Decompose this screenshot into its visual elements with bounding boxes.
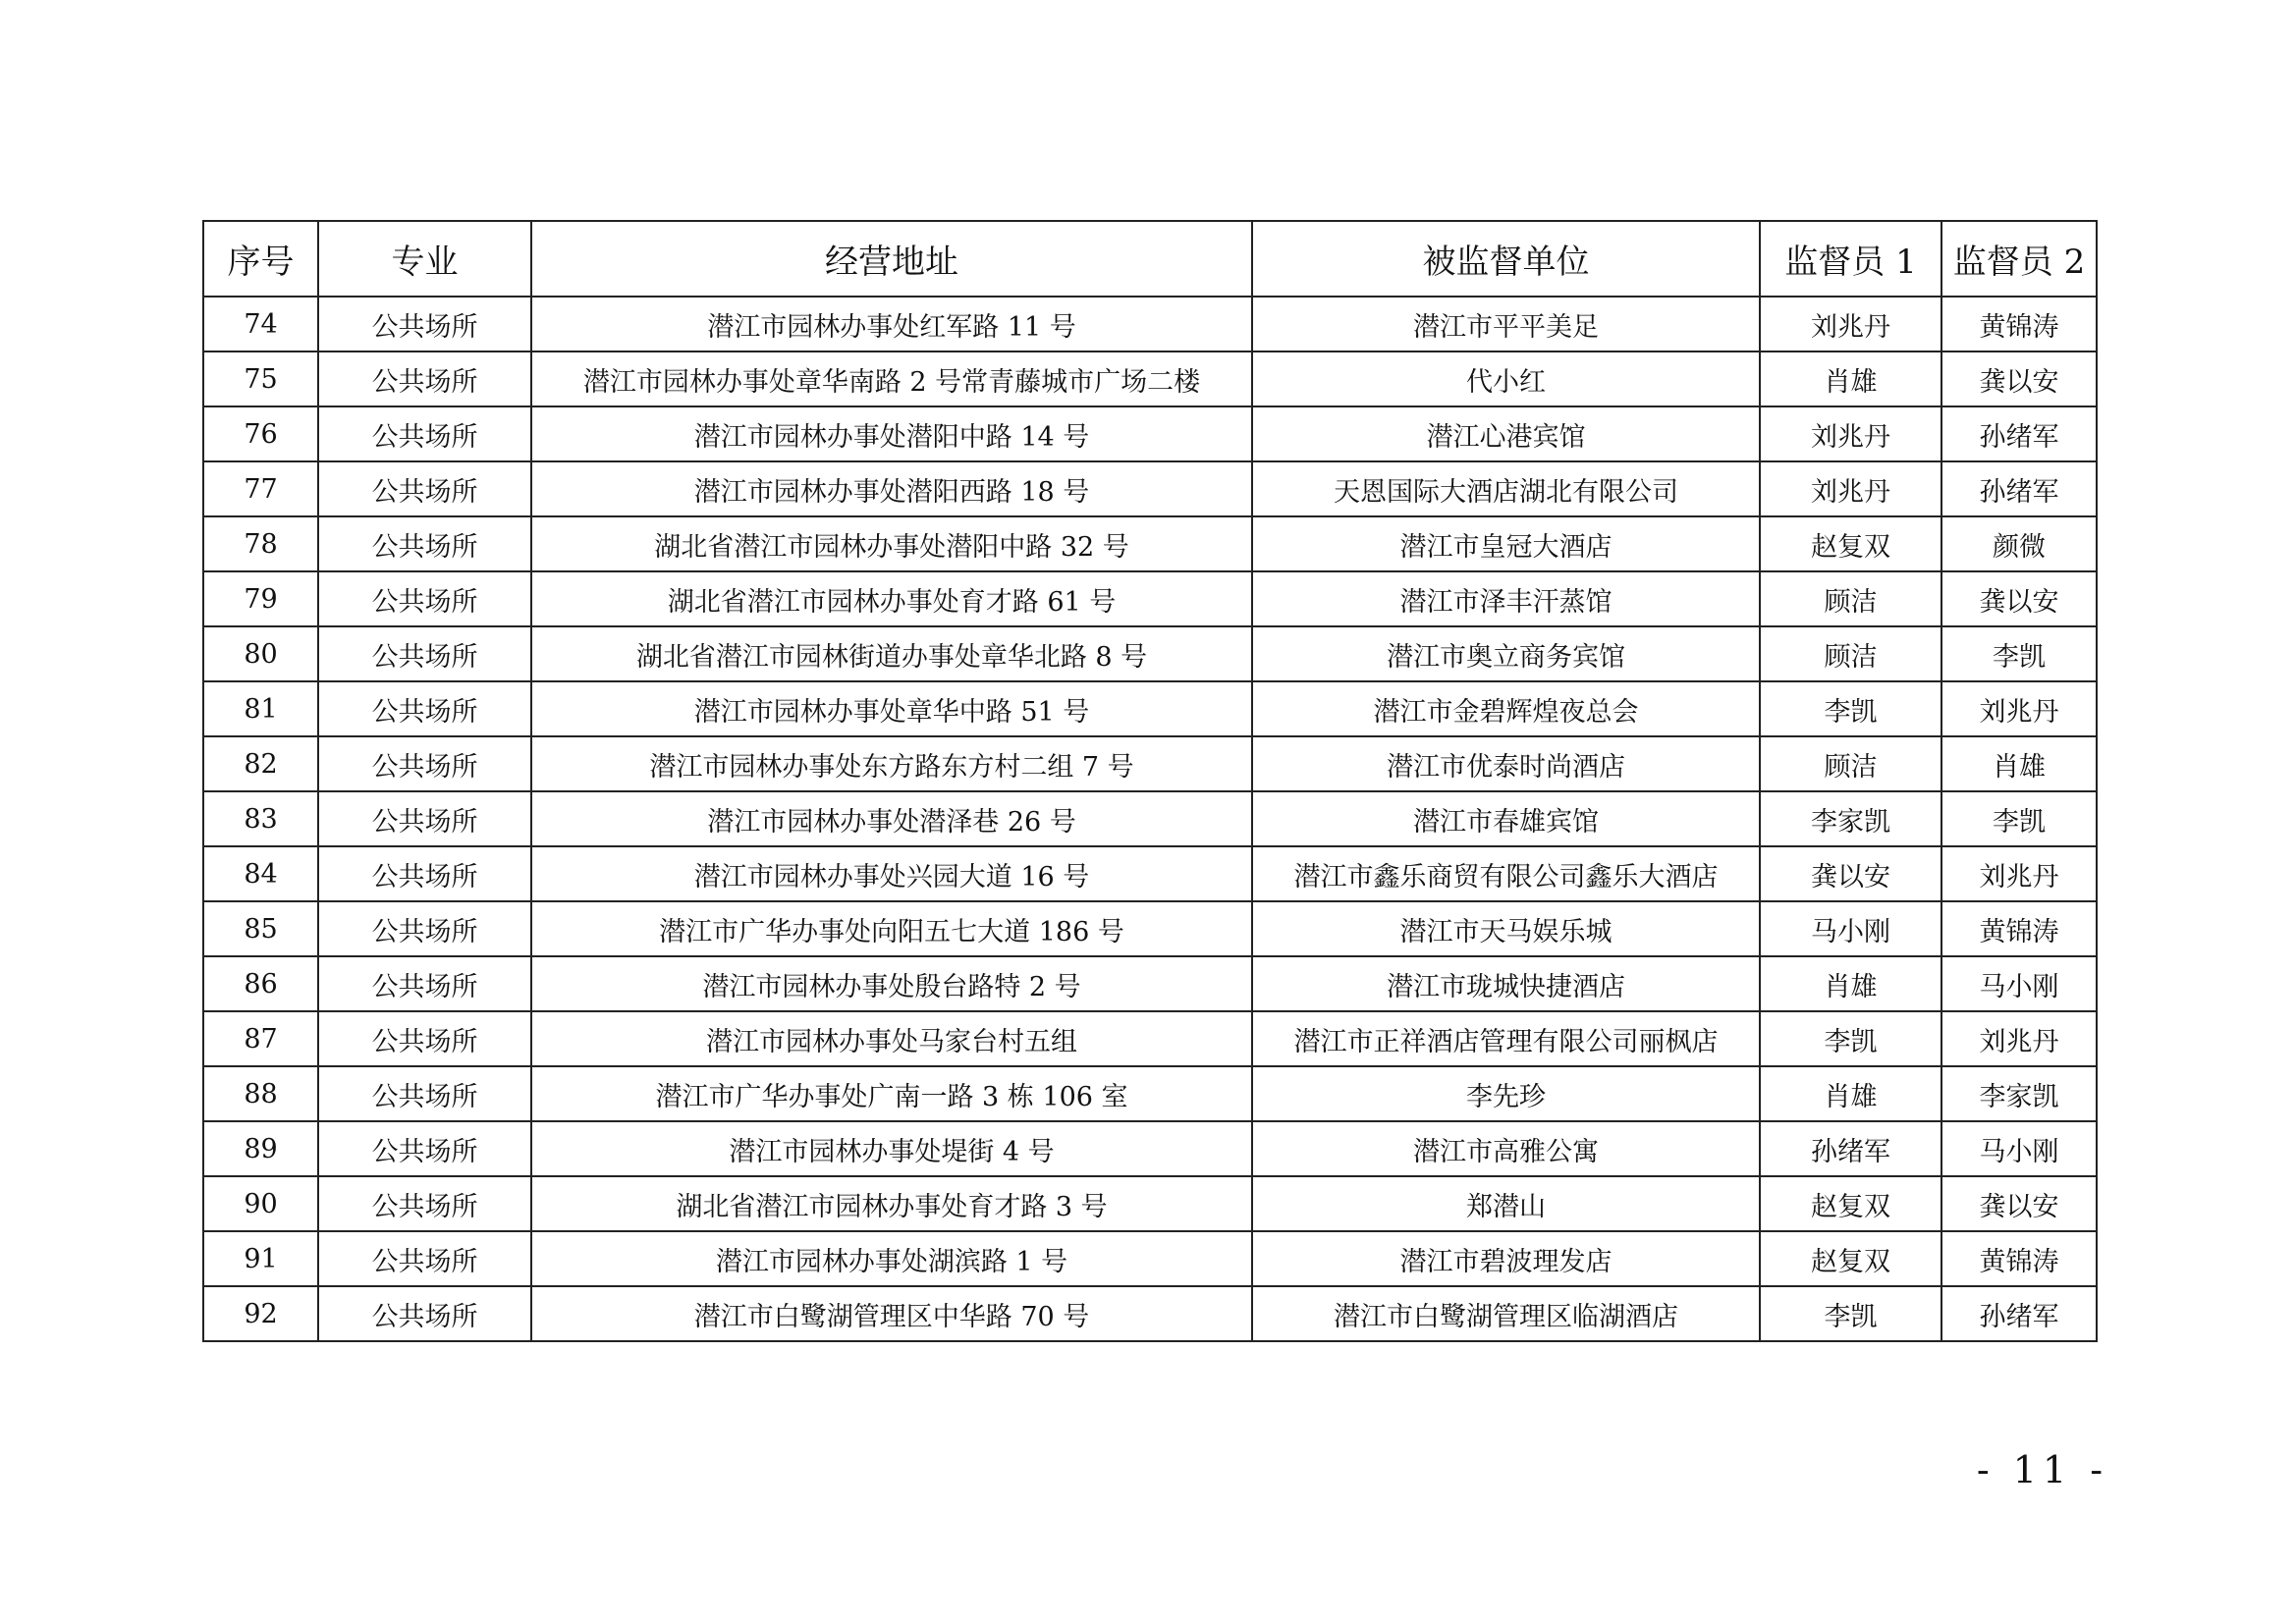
cell-supervised-unit: 潜江市泽丰汗蒸馆 bbox=[1252, 571, 1760, 626]
cell-serial-number: 77 bbox=[203, 461, 318, 516]
cell-supervised-unit: 潜江市春雄宾馆 bbox=[1252, 791, 1760, 846]
cell-supervised-unit: 潜江市白鹭湖管理区临湖酒店 bbox=[1252, 1286, 1760, 1341]
cell-category: 公共场所 bbox=[318, 352, 531, 406]
cell-supervisor-1: 肖雄 bbox=[1760, 956, 1941, 1011]
table-row bbox=[203, 681, 2097, 736]
cell-supervisor-1: 孙绪军 bbox=[1760, 1121, 1941, 1176]
header-business-address: 经营地址 bbox=[531, 221, 1252, 297]
cell-supervisor-1: 李凯 bbox=[1760, 1011, 1941, 1066]
cell-supervised-unit: 潜江市珑城快捷酒店 bbox=[1252, 956, 1760, 1011]
cell-business-address: 潜江市园林办事处章华南路 2 号常青藤城市广场二楼 bbox=[531, 352, 1252, 406]
cell-supervisor-2: 孙绪军 bbox=[1941, 461, 2097, 516]
cell-supervised-unit: 代小红 bbox=[1252, 352, 1760, 406]
table-row bbox=[203, 1231, 2097, 1286]
cell-business-address: 湖北省潜江市园林办事处育才路 61 号 bbox=[531, 571, 1252, 626]
cell-business-address: 潜江市园林办事处潜阳西路 18 号 bbox=[531, 461, 1252, 516]
cell-supervised-unit: 潜江市高雅公寓 bbox=[1252, 1121, 1760, 1176]
cell-category: 公共场所 bbox=[318, 956, 531, 1011]
cell-supervisor-1: 李家凯 bbox=[1760, 791, 1941, 846]
cell-business-address: 潜江市园林办事处兴园大道 16 号 bbox=[531, 846, 1252, 901]
table-row bbox=[203, 626, 2097, 681]
cell-supervised-unit: 潜江市天马娱乐城 bbox=[1252, 901, 1760, 956]
cell-serial-number: 79 bbox=[203, 571, 318, 626]
cell-supervisor-2: 黄锦涛 bbox=[1941, 1231, 2097, 1286]
cell-business-address: 湖北省潜江市园林街道办事处章华北路 8 号 bbox=[531, 626, 1252, 681]
cell-category: 公共场所 bbox=[318, 1066, 531, 1121]
table-row bbox=[203, 901, 2097, 956]
cell-serial-number: 75 bbox=[203, 352, 318, 406]
cell-supervisor-1: 顾洁 bbox=[1760, 571, 1941, 626]
cell-category: 公共场所 bbox=[318, 1121, 531, 1176]
table-row bbox=[203, 461, 2097, 516]
cell-supervisor-2: 黄锦涛 bbox=[1941, 297, 2097, 352]
cell-supervised-unit: 潜江市鑫乐商贸有限公司鑫乐大酒店 bbox=[1252, 846, 1760, 901]
cell-supervised-unit: 天恩国际大酒店湖北有限公司 bbox=[1252, 461, 1760, 516]
cell-category: 公共场所 bbox=[318, 1176, 531, 1231]
cell-supervised-unit: 潜江市碧波理发店 bbox=[1252, 1231, 1760, 1286]
cell-serial-number: 91 bbox=[203, 1231, 318, 1286]
cell-supervisor-1: 龚以安 bbox=[1760, 846, 1941, 901]
table-row bbox=[203, 352, 2097, 406]
header-serial-number: 序号 bbox=[203, 221, 318, 297]
cell-supervised-unit: 潜江市金碧辉煌夜总会 bbox=[1252, 681, 1760, 736]
cell-serial-number: 88 bbox=[203, 1066, 318, 1121]
table-row bbox=[203, 846, 2097, 901]
cell-supervisor-1: 肖雄 bbox=[1760, 1066, 1941, 1121]
table-row bbox=[203, 791, 2097, 846]
cell-supervisor-2: 龚以安 bbox=[1941, 352, 2097, 406]
header-category: 专业 bbox=[318, 221, 531, 297]
table-row bbox=[203, 297, 2097, 352]
cell-category: 公共场所 bbox=[318, 791, 531, 846]
cell-supervisor-2: 肖雄 bbox=[1941, 736, 2097, 791]
cell-category: 公共场所 bbox=[318, 516, 531, 571]
cell-serial-number: 87 bbox=[203, 1011, 318, 1066]
cell-supervisor-2: 黄锦涛 bbox=[1941, 901, 2097, 956]
cell-supervisor-2: 马小刚 bbox=[1941, 956, 2097, 1011]
cell-supervisor-1: 顾洁 bbox=[1760, 736, 1941, 791]
cell-category: 公共场所 bbox=[318, 1286, 531, 1341]
cell-supervisor-2: 李凯 bbox=[1941, 626, 2097, 681]
cell-serial-number: 86 bbox=[203, 956, 318, 1011]
cell-supervisor-2: 龚以安 bbox=[1941, 571, 2097, 626]
cell-supervisor-2: 颜微 bbox=[1941, 516, 2097, 571]
cell-business-address: 潜江市园林办事处红军路 11 号 bbox=[531, 297, 1252, 352]
cell-business-address: 潜江市园林办事处殷台路特 2 号 bbox=[531, 956, 1252, 1011]
table-row bbox=[203, 516, 2097, 571]
cell-supervised-unit: 李先珍 bbox=[1252, 1066, 1760, 1121]
cell-business-address: 潜江市白鹭湖管理区中华路 70 号 bbox=[531, 1286, 1252, 1341]
cell-serial-number: 81 bbox=[203, 681, 318, 736]
cell-supervisor-2: 龚以安 bbox=[1941, 1176, 2097, 1231]
cell-supervisor-1: 赵复双 bbox=[1760, 516, 1941, 571]
table-row bbox=[203, 1011, 2097, 1066]
cell-supervisor-1: 赵复双 bbox=[1760, 1176, 1941, 1231]
cell-supervisor-1: 顾洁 bbox=[1760, 626, 1941, 681]
cell-business-address: 潜江市园林办事处东方路东方村二组 7 号 bbox=[531, 736, 1252, 791]
cell-serial-number: 80 bbox=[203, 626, 318, 681]
cell-supervisor-1: 马小刚 bbox=[1760, 901, 1941, 956]
cell-business-address: 湖北省潜江市园林办事处育才路 3 号 bbox=[531, 1176, 1252, 1231]
table-row bbox=[203, 406, 2097, 461]
cell-supervised-unit: 潜江心港宾馆 bbox=[1252, 406, 1760, 461]
cell-supervisor-1: 刘兆丹 bbox=[1760, 461, 1941, 516]
cell-serial-number: 90 bbox=[203, 1176, 318, 1231]
cell-supervisor-2: 马小刚 bbox=[1941, 1121, 2097, 1176]
cell-supervisor-1: 刘兆丹 bbox=[1760, 297, 1941, 352]
cell-category: 公共场所 bbox=[318, 1231, 531, 1286]
cell-supervisor-2: 刘兆丹 bbox=[1941, 681, 2097, 736]
header-supervised-unit: 被监督单位 bbox=[1252, 221, 1760, 297]
cell-serial-number: 85 bbox=[203, 901, 318, 956]
cell-supervised-unit: 潜江市平平美足 bbox=[1252, 297, 1760, 352]
cell-business-address: 潜江市园林办事处潜阳中路 14 号 bbox=[531, 406, 1252, 461]
cell-serial-number: 74 bbox=[203, 297, 318, 352]
cell-category: 公共场所 bbox=[318, 736, 531, 791]
cell-supervisor-2: 孙绪军 bbox=[1941, 1286, 2097, 1341]
cell-serial-number: 89 bbox=[203, 1121, 318, 1176]
cell-business-address: 潜江市园林办事处马家台村五组 bbox=[531, 1011, 1252, 1066]
cell-category: 公共场所 bbox=[318, 1011, 531, 1066]
cell-supervisor-1: 刘兆丹 bbox=[1760, 406, 1941, 461]
table-row bbox=[203, 1121, 2097, 1176]
cell-supervisor-1: 李凯 bbox=[1760, 1286, 1941, 1341]
page-number: - 11 - bbox=[1976, 1448, 2109, 1491]
cell-supervised-unit: 郑潜山 bbox=[1252, 1176, 1760, 1231]
cell-serial-number: 82 bbox=[203, 736, 318, 791]
table-row bbox=[203, 1176, 2097, 1231]
table-row bbox=[203, 1286, 2097, 1341]
cell-serial-number: 83 bbox=[203, 791, 318, 846]
cell-category: 公共场所 bbox=[318, 846, 531, 901]
table-header-row bbox=[203, 221, 2097, 297]
cell-supervisor-1: 李凯 bbox=[1760, 681, 1941, 736]
cell-category: 公共场所 bbox=[318, 571, 531, 626]
cell-serial-number: 76 bbox=[203, 406, 318, 461]
cell-category: 公共场所 bbox=[318, 626, 531, 681]
cell-business-address: 潜江市园林办事处湖滨路 1 号 bbox=[531, 1231, 1252, 1286]
table-row bbox=[203, 736, 2097, 791]
table-row bbox=[203, 571, 2097, 626]
cell-business-address: 潜江市广华办事处广南一路 3 栋 106 室 bbox=[531, 1066, 1252, 1121]
cell-business-address: 潜江市广华办事处向阳五七大道 186 号 bbox=[531, 901, 1252, 956]
cell-category: 公共场所 bbox=[318, 406, 531, 461]
cell-category: 公共场所 bbox=[318, 461, 531, 516]
cell-category: 公共场所 bbox=[318, 297, 531, 352]
cell-category: 公共场所 bbox=[318, 681, 531, 736]
cell-supervised-unit: 潜江市皇冠大酒店 bbox=[1252, 516, 1760, 571]
table-row bbox=[203, 956, 2097, 1011]
table-body bbox=[203, 297, 2097, 1341]
cell-supervisor-2: 李凯 bbox=[1941, 791, 2097, 846]
cell-supervisor-2: 李家凯 bbox=[1941, 1066, 2097, 1121]
table-row bbox=[203, 1066, 2097, 1121]
cell-supervisor-2: 孙绪军 bbox=[1941, 406, 2097, 461]
cell-supervisor-2: 刘兆丹 bbox=[1941, 1011, 2097, 1066]
cell-supervised-unit: 潜江市奥立商务宾馆 bbox=[1252, 626, 1760, 681]
cell-supervised-unit: 潜江市正祥酒店管理有限公司丽枫店 bbox=[1252, 1011, 1760, 1066]
cell-category: 公共场所 bbox=[318, 901, 531, 956]
cell-business-address: 潜江市园林办事处堤街 4 号 bbox=[531, 1121, 1252, 1176]
supervision-table bbox=[202, 220, 2098, 1342]
cell-serial-number: 92 bbox=[203, 1286, 318, 1341]
cell-business-address: 潜江市园林办事处潜泽巷 26 号 bbox=[531, 791, 1252, 846]
cell-supervisor-1: 肖雄 bbox=[1760, 352, 1941, 406]
cell-supervisor-2: 刘兆丹 bbox=[1941, 846, 2097, 901]
cell-supervisor-1: 赵复双 bbox=[1760, 1231, 1941, 1286]
cell-business-address: 湖北省潜江市园林办事处潜阳中路 32 号 bbox=[531, 516, 1252, 571]
header-supervisor-1: 监督员 1 bbox=[1760, 221, 1941, 297]
cell-supervised-unit: 潜江市优泰时尚酒店 bbox=[1252, 736, 1760, 791]
cell-serial-number: 84 bbox=[203, 846, 318, 901]
cell-business-address: 潜江市园林办事处章华中路 51 号 bbox=[531, 681, 1252, 736]
cell-serial-number: 78 bbox=[203, 516, 318, 571]
header-supervisor-2: 监督员 2 bbox=[1941, 221, 2097, 297]
